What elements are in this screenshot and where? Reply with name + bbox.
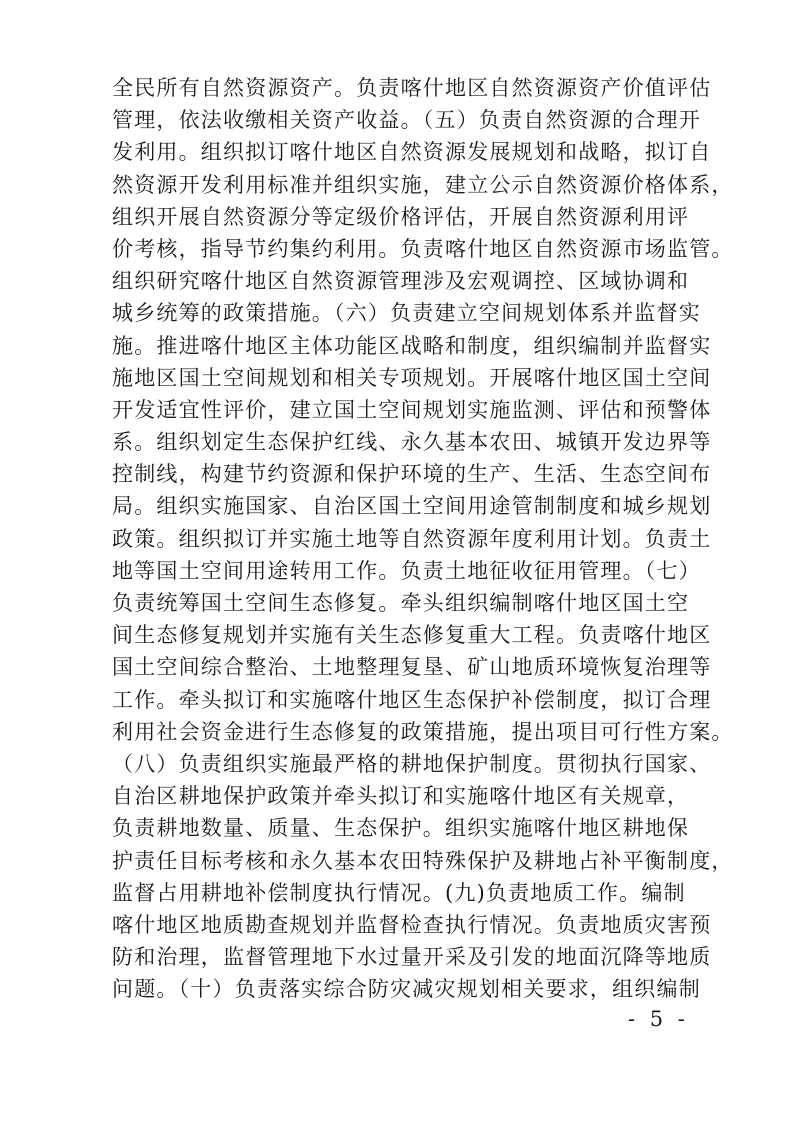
text-line: 施地区国土空间规划和相关专项规划。开展喀什地区国土空间 [112,365,712,390]
text-line: 国土空间综合整治、土地整理复垦、矿山地质环境恢复治理等 [112,655,712,680]
text-line: 间生态修复规划并实施有关生态修复重大工程。负责喀什地区 [112,623,712,648]
text-line: 自治区耕地保护政策并牵头拟订和实施喀什地区有关规章， [112,784,690,809]
text-line: 问题。（十）负责落实综合防灾减灾规划相关要求，组织编制 [112,977,701,1002]
text-line: 负责统筹国土空间生态修复。牵头组织编制喀什地区国土空 [112,591,690,615]
text-line: 发利用。组织拟订喀什地区自然资源发展规划和战略，拟订自 [112,140,712,165]
text-line: 喀什地区地质勘查规划并监督检查执行情况。负责地质灾害预 [112,912,712,937]
text-line: 负责耕地数量、质量、生态保护。组织实施喀什地区耕地保 [112,816,690,841]
text-line: 系。组织划定生态保护红线、永久基本农田、城镇开发边界等 [112,430,712,455]
text-line: 护责任目标考核和永久基本农田特殊保护及耕地占补平衡制度， [112,848,734,873]
text-line: 工作。牵头拟订和实施喀什地区生态保护补偿制度，拟订合理 [112,687,712,712]
text-line: 价考核，指导节约集约利用。负责喀什地区自然资源市场监管。 [112,236,734,261]
text-line: 组织开展自然资源分等定级价格评估，开展自然资源利用评 [112,204,690,229]
text-line: 然资源开发利用标准并组织实施，建立公示自然资源价格体系， [112,172,734,197]
text-line: 地等国土空间用途转用工作。负责土地征收征用管理。（七） [112,558,701,583]
text-line: 利用社会资金进行生态修复的政策措施，提出项目可行性方案。 [112,719,734,744]
text-line: 组织研究喀什地区自然资源管理涉及宏观调控、区域协调和 [112,269,690,294]
text-line: 城乡统筹的政策措施。（六）负责建立空间规划体系并监督实 [112,301,701,326]
text-line: （八）负责组织实施最严格的耕地保护制度。贯彻执行国家、 [112,751,712,776]
text-line: 施。推进喀什地区主体功能区战略和制度，组织编制并监督实 [112,333,712,358]
text-line: 局。组织实施国家、自治区国土空间用途管制制度和城乡规划 [112,494,712,519]
page-number: - 5 - [628,1007,689,1031]
text-line: 全民所有自然资源资产。负责喀什地区自然资源资产价值评估 [112,76,712,100]
text-line: 管理，依法收缴相关资产收益。（五）负责自然资源的合理开 [112,108,701,133]
body-text [112,72,734,1005]
text-line: 防和治理，监督管理地下水过量开采及引发的地面沉降等地质 [112,945,712,970]
text-line: 开发适宜性评价，建立国土空间规划实施监测、评估和预警体 [112,397,712,422]
text-line: 控制线，构建节约资源和保护环境的生产、生活、生态空间布 [112,462,712,487]
text-line: 监督占用耕地补偿制度执行情况。(九)负责地质工作。编制 [112,880,686,905]
text-line: 政策。组织拟订并实施土地等自然资源年度利用计划。负责土 [112,526,712,551]
